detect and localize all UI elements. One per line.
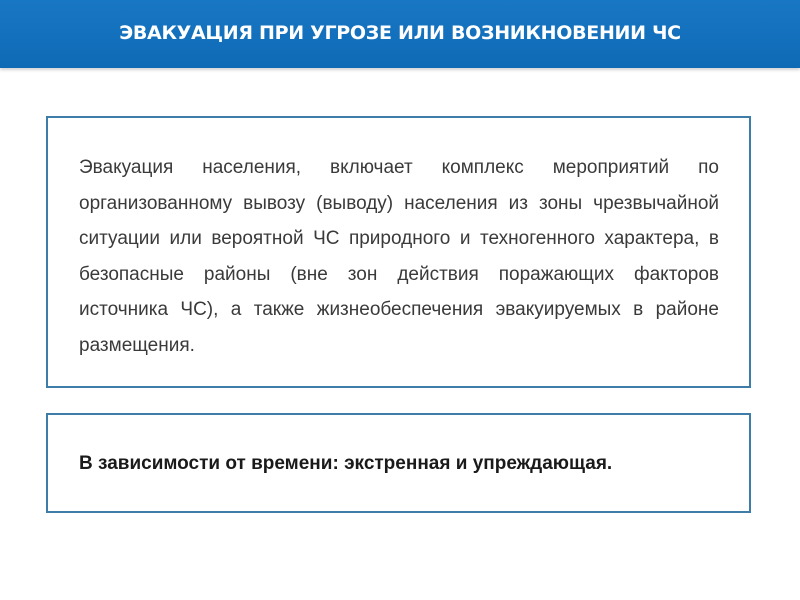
evacuation-types-text: В зависимости от времени: экстренная и упреждающая. [79, 453, 613, 474]
evacuation-types-box [46, 413, 751, 513]
title-bar [0, 0, 800, 68]
slide-title: ЭВАКУАЦИЯ ПРИ УГРОЗЕ ИЛИ ВОЗНИКНОВЕНИИ ЧС [119, 22, 681, 44]
definition-box [46, 116, 751, 388]
definition-text: Эвакуация населения, включает комплекс мероприятий по организованному вывозу (выводу) населения из зоны чрезвычайной ситуации или вероятной ЧС природного и техногенного характера, в безопасные районы (вне зон действия поражающих факторов источника ЧС), а также жизнеобеспечения эвакуируемых в районе размещения. [79, 157, 719, 356]
